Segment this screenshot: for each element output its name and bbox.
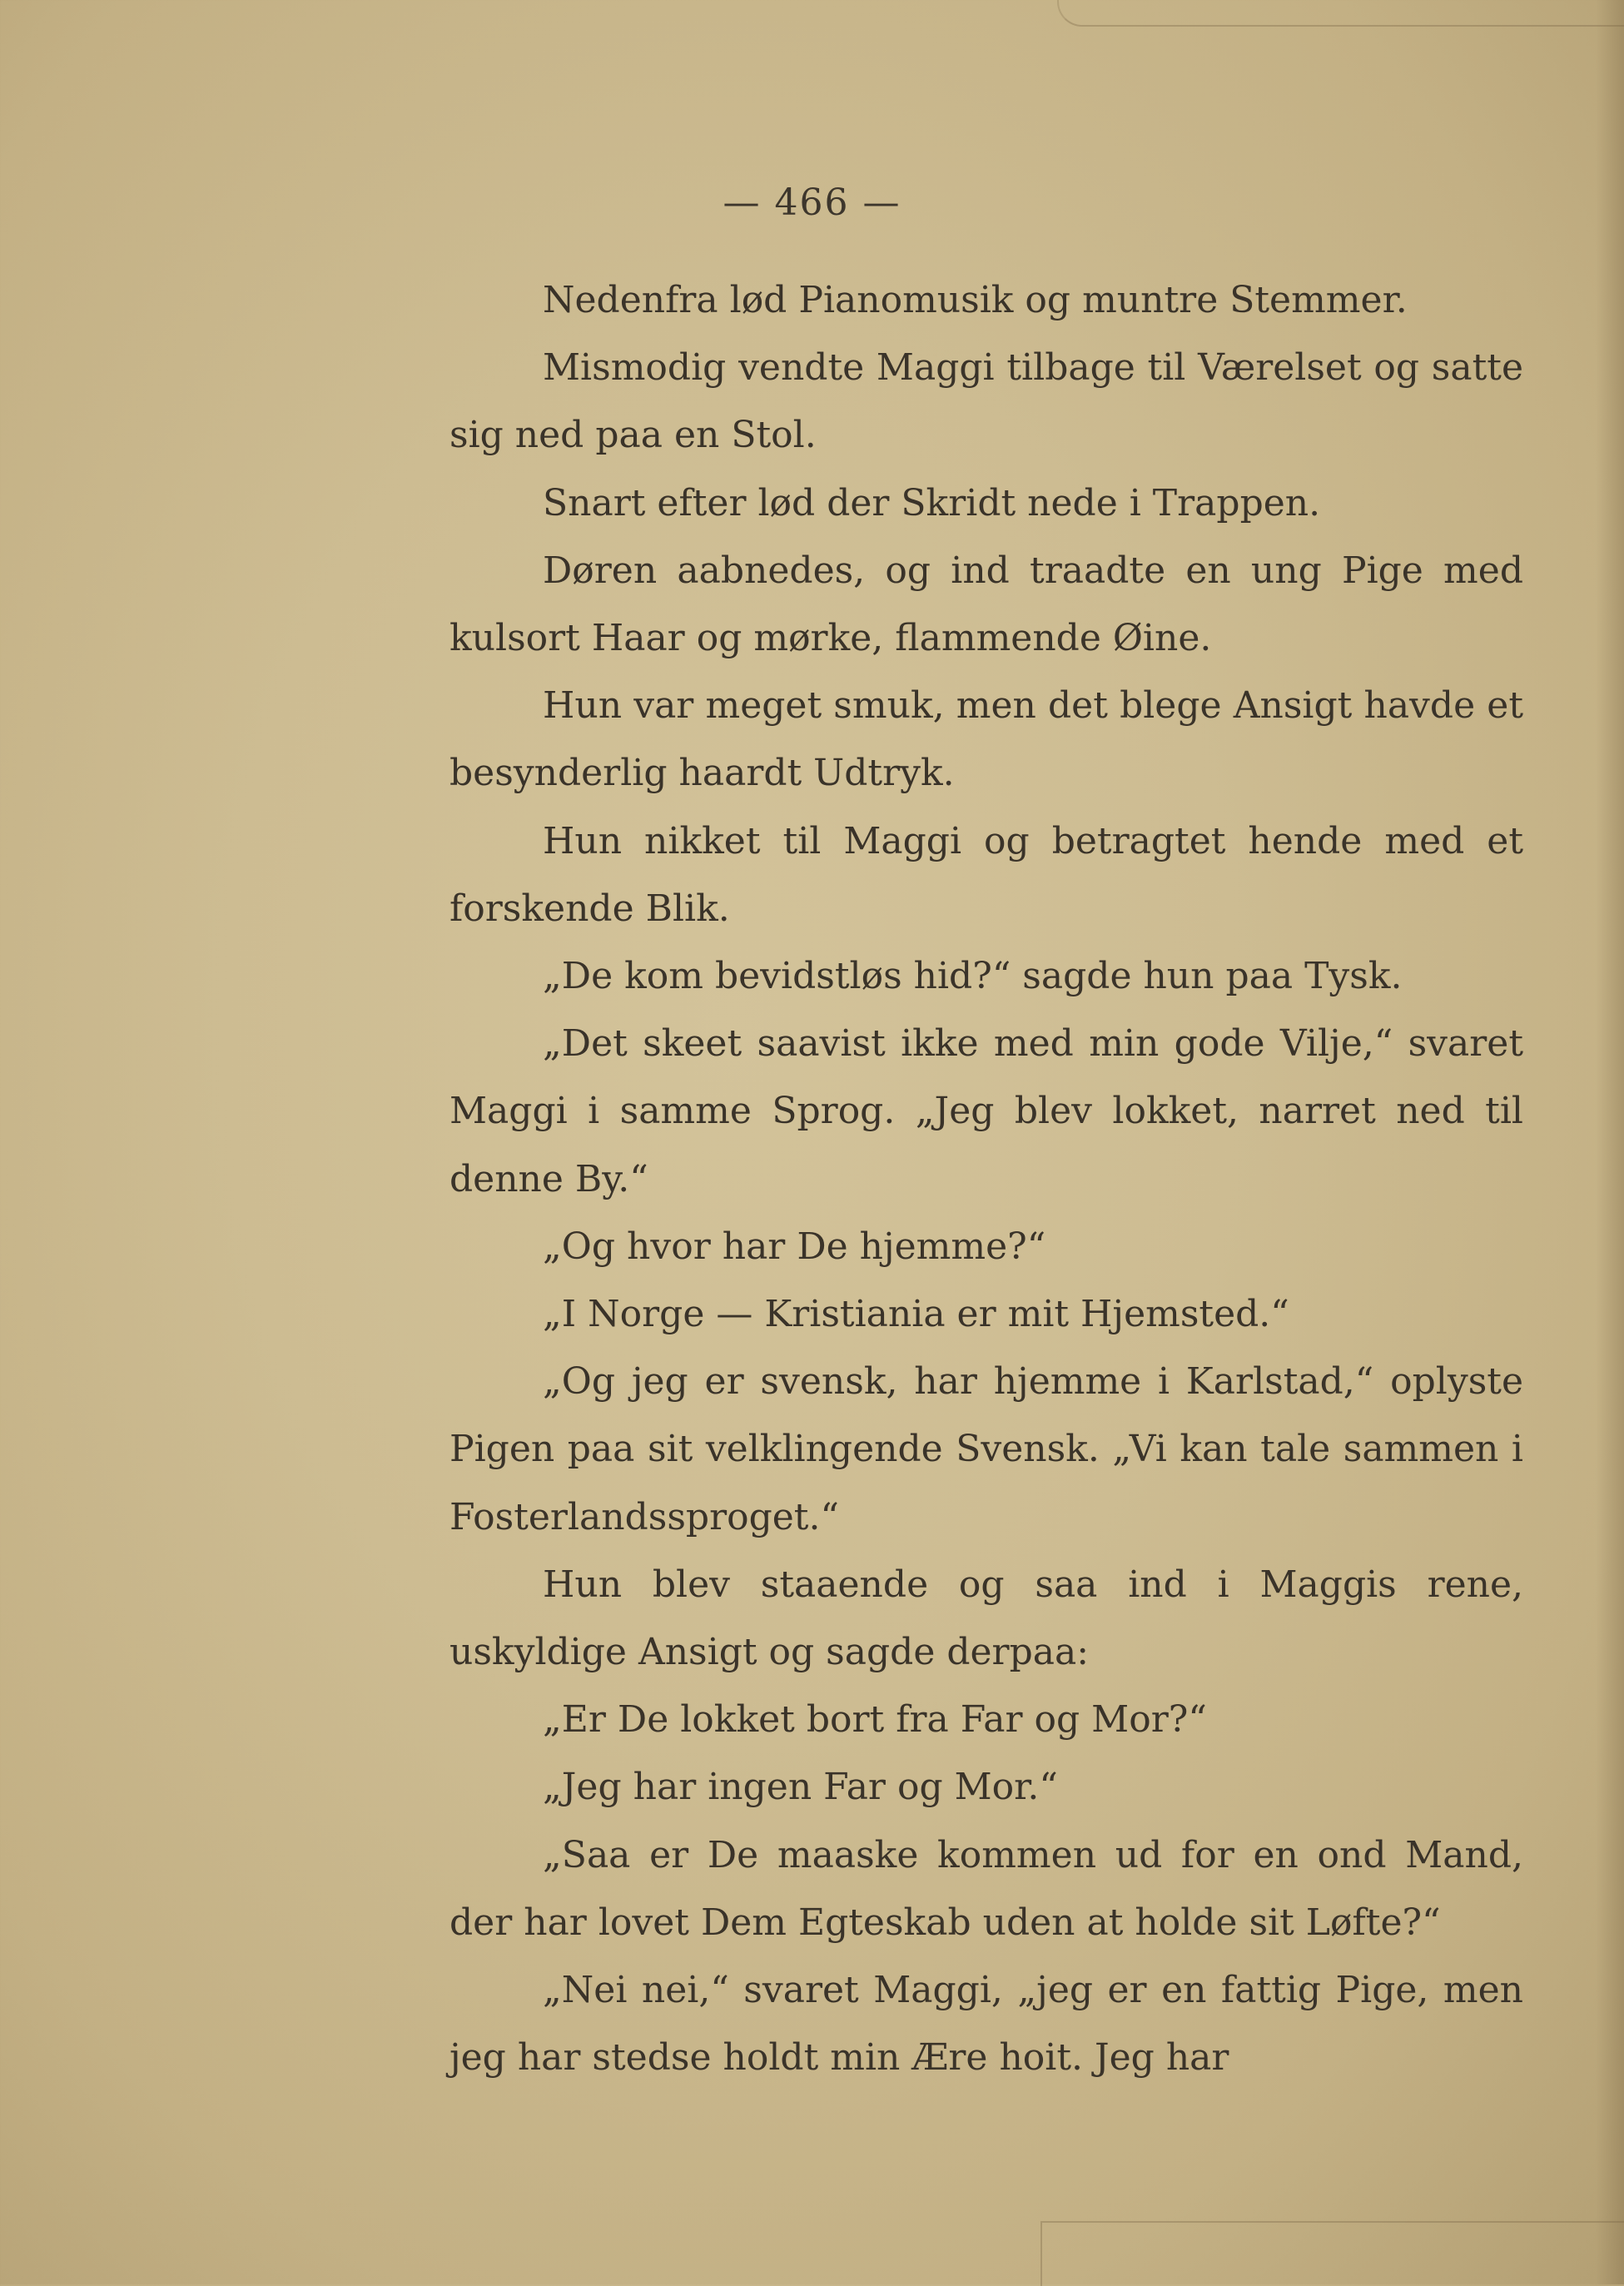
page-edge-right <box>1596 0 1624 2284</box>
paragraph: „De kom bevidstløs hid?“ sagde hun paa Tysk. <box>543 955 1403 998</box>
paragraph: Hun var meget smuk, men det blege Ansigt havde et besynderlig haardt Udtryk. <box>449 684 1523 795</box>
page-edge-bottom <box>1040 2221 1624 2286</box>
paragraph: „Det skeet saavist ikke med min gode Vilje,“ svaret Maggi i samme Sprog. „Jeg blev lokket, narret ned til denne By.“ <box>449 1022 1523 1200</box>
paragraph: „I Norge — Kristiania er mit Hjemsted.“ <box>543 1293 1289 1336</box>
page-edge-top <box>1057 0 1624 27</box>
page-number: — 466 — <box>723 181 901 224</box>
paragraph: Mismodig vendte Maggi tilbage til Værelset og satte sig ned paa en Stol. <box>449 346 1523 457</box>
paragraph: „Og hvor har De hjemme?“ <box>543 1225 1046 1268</box>
paragraph: „Er De lokket bort fra Far og Mor?“ <box>543 1698 1207 1742</box>
paragraph: Døren aabnedes, og ind traadte en ung Pige med kulsort Haar og mørke, flammende Øine. <box>449 549 1523 660</box>
paragraph: Hun nikket til Maggi og betragtet hende med et forskende Blik. <box>449 819 1523 930</box>
paragraph: „Jeg har ingen Far og Mor.“ <box>543 1766 1058 1809</box>
paragraph: Snart efter lød der Skridt nede i Trappen. <box>543 481 1321 524</box>
paragraph: Hun blev staaende og saa ind i Maggis rene, uskyldige Ansigt og sagde derpaa: <box>449 1563 1523 1674</box>
paragraph: Nedenfra lød Pianomusik og muntre Stemmer. <box>543 279 1408 321</box>
paragraph: „Og jeg er svensk, har hjemme i Karlstad,“ oplyste Pigen paa sit velklingende Svensk. „Vi kan tale sammen i Fosterlandssproget.“ <box>449 1360 1523 1538</box>
body-text <box>449 266 1523 2091</box>
paragraph: „Saa er De maaske kommen ud for en ond Mand, der har lovet Dem Egteskab uden at holde sit Løfte?“ <box>449 1833 1523 1944</box>
paragraph: „Nei nei,“ svaret Maggi, „jeg er en fattig Pige, men jeg har stedse holdt min Ære hoit. Jeg har <box>449 1969 1523 2080</box>
